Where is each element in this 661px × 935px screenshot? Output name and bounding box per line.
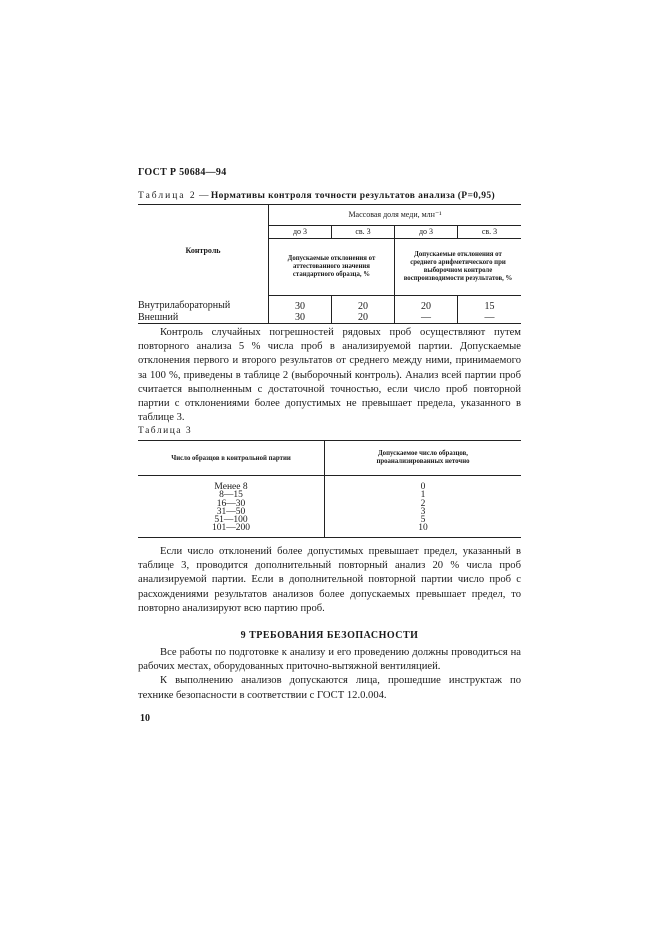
- table2-col-control: Контроль: [138, 205, 269, 295]
- table3-cell: 10: [418, 523, 428, 534]
- table3-col2-header: Допускаемое число образцов, проанализированных неточно: [325, 441, 522, 476]
- table3-cell: 51—100: [214, 515, 248, 526]
- table2-caption: [138, 191, 521, 201]
- table2-desc-left: Допускаемые отклонения от аттестованного значения стандартного образца, %: [269, 238, 395, 295]
- paragraph-text: Контроль случайных погрешностей рядовых проб осуществляют путем повторного анализа 5 % числа проб в анализируемой партии. Допускаемые отклонения первого и второго результатов от среднего между ними, принимаемого за 100 %, приведены в таблице 2 (выборочный контроль). Анализ всей партии проб считается выполненным с достаточной точностью, если число проб повторной партии с отклонениями более допустимых не превышает предела, указанного в таблице 3.: [138, 327, 521, 424]
- paragraph-random-errors: [138, 326, 521, 425]
- table3-cell: 8—15: [219, 490, 243, 501]
- paragraph-text: К выполнению анализов допускаются лица, прошедшие инструктаж по технике безопасности в соответствии с ГОСТ 12.0.004.: [138, 675, 521, 701]
- paragraph-additional-analysis: [138, 545, 521, 616]
- table3-cell: Менее 8: [214, 482, 248, 492]
- table2-cell: 30: [295, 311, 305, 323]
- table2-desc-right: Допускаемые отклонения от среднего арифметического при выборочном контроле воспроизводимости результатов, %: [395, 238, 522, 295]
- paragraph-text: Если число отклонений более допустимых превышает предел, указанный в таблице 3, проводится дополнительный повторный анализ 20 % числа проб анализируемой партии. Если в дополнительной повторной партии число проб с расхождениями результатов анализов более допускаемых превышает предел, то повторно анализируют всю партию проб.: [138, 546, 521, 614]
- table3-cell: 3: [420, 506, 426, 517]
- table2-row-label: Внешний: [138, 312, 269, 323]
- standard-header: ГОСТ Р 50684—94: [138, 167, 227, 178]
- table2-cell: 20: [395, 295, 458, 312]
- table2-cell: 20: [332, 312, 395, 323]
- table3: [138, 440, 521, 538]
- table3-cell: 1: [420, 490, 426, 501]
- table2-dash: —: [196, 191, 211, 201]
- table3-cell: 2: [420, 498, 426, 509]
- table2-title: Нормативы контроля точности результатов анализа: [210, 191, 456, 201]
- table2-sub-b: св. 3: [332, 225, 395, 238]
- table2-sub-d: св. 3: [458, 225, 522, 238]
- table3-cell: 5: [420, 515, 426, 526]
- table-row: [138, 295, 521, 312]
- table3-cell: 31—50: [216, 506, 246, 517]
- page-number: 10: [140, 713, 150, 724]
- table2-label: Таблица 2: [138, 191, 197, 201]
- table3-cell: 101—200: [212, 523, 250, 534]
- table2-cell: 20: [332, 295, 395, 312]
- table3-label: Таблица 3: [138, 426, 193, 436]
- table2-cell: 15: [458, 295, 522, 312]
- table-row: [138, 312, 521, 323]
- table3-cell: 16—30: [216, 498, 246, 509]
- table2-sub-c: до 3: [395, 225, 458, 238]
- table2-condition: (P=0,95): [457, 191, 496, 201]
- table3-cell: 0: [420, 482, 426, 492]
- table2: [138, 204, 521, 324]
- table2-sub-a: до 3: [269, 225, 332, 238]
- table2-cell: 30: [295, 300, 305, 312]
- table3-col1-values: [138, 476, 325, 537]
- table3-col2-values: [325, 476, 522, 537]
- section-title: 9 ТРЕБОВАНИЯ БЕЗОПАСНОСТИ: [240, 630, 419, 641]
- table2-cell: —: [458, 312, 522, 323]
- table2-row-label: Внутрилабораторный: [138, 295, 269, 312]
- table2-cell: —: [395, 312, 458, 323]
- paragraph-safety: [138, 646, 521, 703]
- table2-col-mass: Массовая доля меди, млн⁻¹: [269, 205, 522, 225]
- paragraph-text: Все работы по подготовке к анализу и его проведению должны проводиться на рабочих местах, оборудованных приточно-вытяжной вентиляцией.: [138, 647, 521, 673]
- table3-col1-header: Число образцов в контрольной партии: [138, 441, 325, 476]
